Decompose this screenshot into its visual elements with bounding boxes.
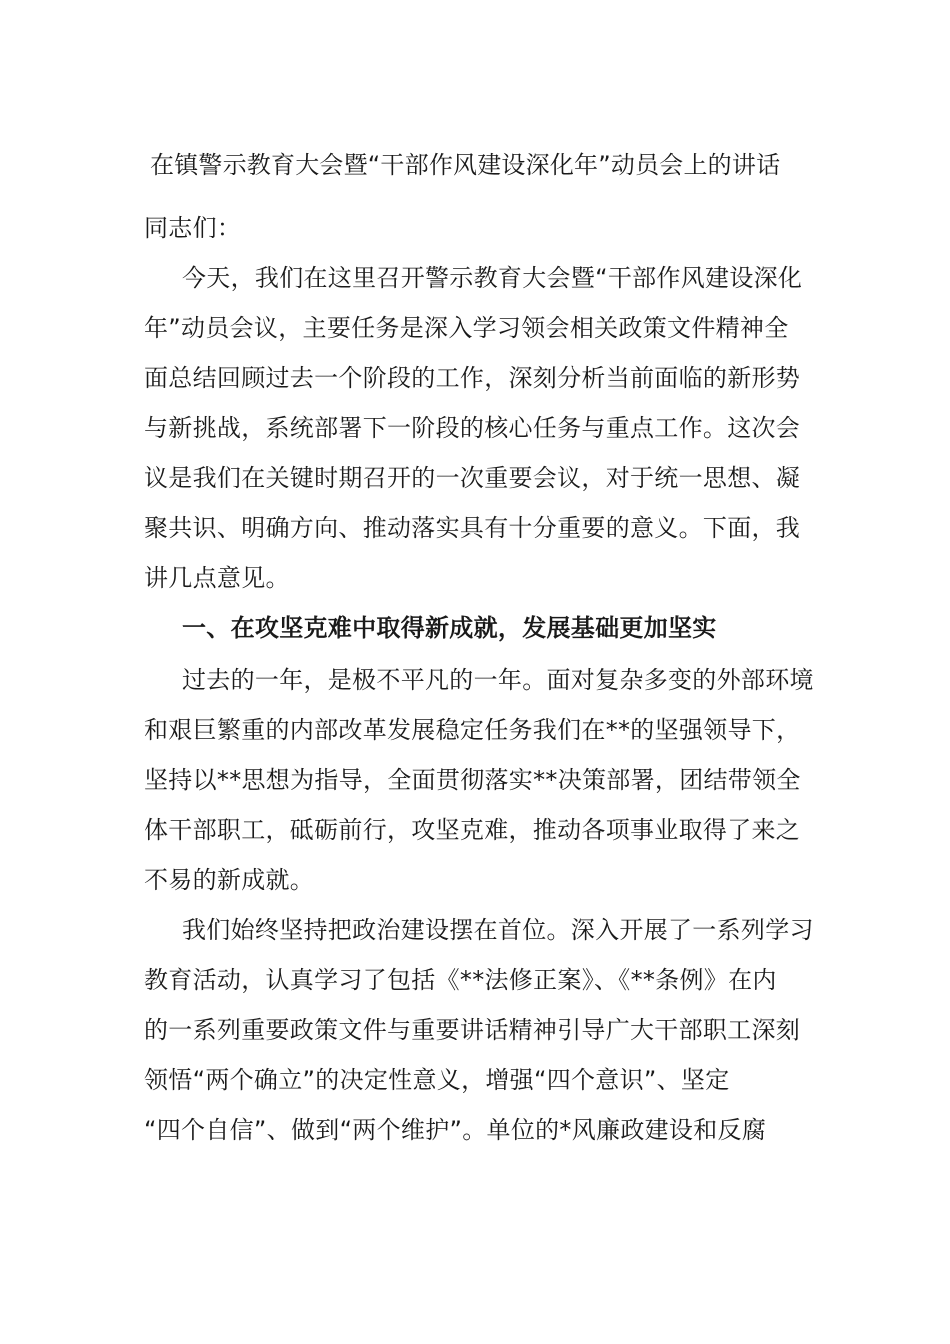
paragraph-3-line-2: 教育活动，认真学习了包括《**法修正案》、《**条例》在内 bbox=[144, 966, 777, 994]
paragraph-2-line-3: 坚持以**思想为指导，全面贯彻落实**决策部署，团结带领全 bbox=[144, 766, 801, 794]
paragraph-2-line-5: 不易的新成就。 bbox=[144, 866, 315, 894]
section-heading-1: 一、在攻坚克难中取得新成就，发展基础更加坚实 bbox=[182, 614, 717, 642]
paragraph-3-line-1: 我们始终坚持把政治建设摆在首位。深入开展了一系列学习 bbox=[182, 916, 814, 944]
paragraph-1-line-7: 讲几点意见。 bbox=[144, 564, 290, 592]
paragraph-3-line-3: 的一系列重要政策文件与重要讲话精神引导广大干部职工深刻 bbox=[144, 1016, 801, 1044]
paragraph-1-line-6: 聚共识、明确方向、推动落实具有十分重要的意义。下面，我 bbox=[144, 514, 801, 542]
paragraph-3-line-4: 领悟“两个确立”的决定性意义，增强“四个意识”、坚定 bbox=[144, 1066, 730, 1094]
salutation: 同志们： bbox=[144, 214, 242, 242]
paragraph-1-line-5: 议是我们在关键时期召开的一次重要会议，对于统一思想、凝 bbox=[144, 464, 801, 492]
paragraph-2-line-1: 过去的一年，是极不平凡的一年。面对复杂多变的外部环境 bbox=[182, 666, 814, 694]
paragraph-1-line-1: 今天，我们在这里召开警示教育大会暨“干部作风建设深化 bbox=[182, 264, 803, 292]
paragraph-1-line-3: 面总结回顾过去一个阶段的工作，深刻分析当前面临的新形势 bbox=[144, 364, 801, 392]
document-title: 在镇警示教育大会暨“干部作风建设深化年”动员会上的讲话 bbox=[150, 151, 781, 179]
paragraph-2-line-2: 和艰巨繁重的内部改革发展稳定任务我们在**的坚强领导下， bbox=[144, 716, 801, 744]
paragraph-1-line-2: 年”动员会议，主要任务是深入学习领会相关政策文件精神全 bbox=[144, 314, 789, 342]
paragraph-1-line-4: 与新挑战，系统部署下一阶段的核心任务与重点工作。这次会 bbox=[144, 414, 801, 442]
paragraph-2-line-4: 体干部职工，砥砺前行，攻坚克难，推动各项事业取得了来之 bbox=[144, 816, 801, 844]
paragraph-3-line-5: “四个自信”、做到“两个维护”。单位的*风廉政建设和反腐 bbox=[144, 1116, 767, 1144]
